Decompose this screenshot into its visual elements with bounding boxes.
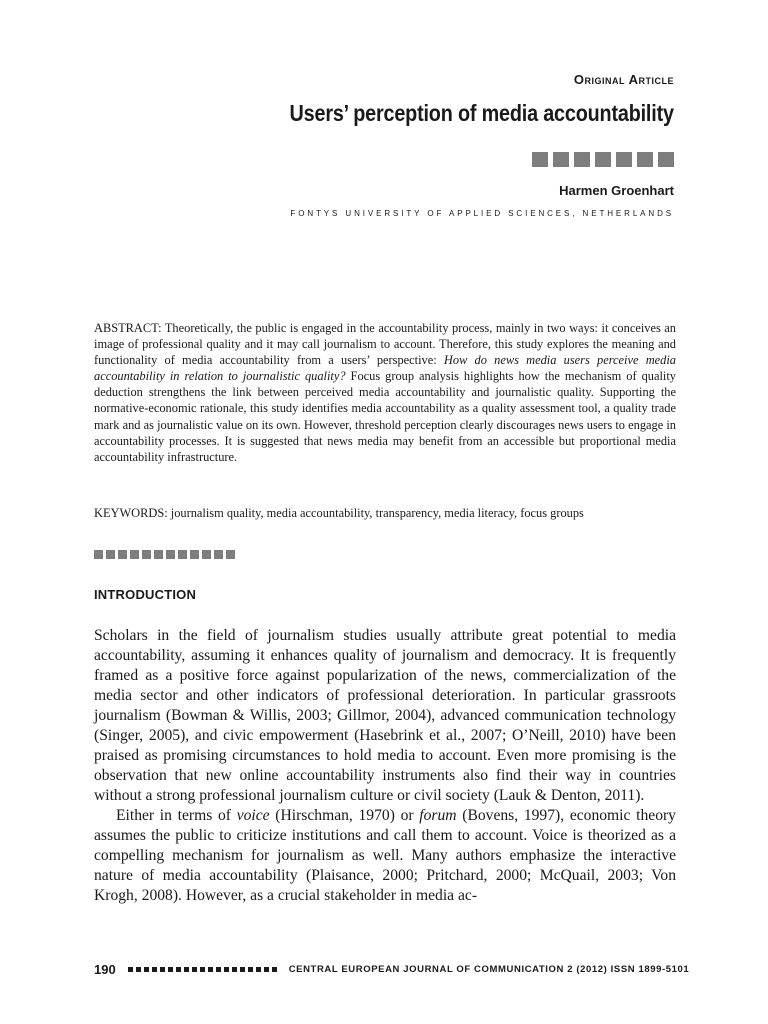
- body-paragraph-2: [94, 806, 676, 906]
- body-paragraph-1: Scholars in the field of journalism studies usually attribute great potential to media accountability, assuming it enhances quality of journalism and democracy. It is frequently framed as a positive force against popularization of the news, commercialization of the media sector and other indicators of professional deterioration. In particular grassroots journalism (Bowman & Willis, 2003; Gillmor, 2004), advanced communication technology (Singer, 2005), and civic empowerment (Hasebrink et al., 2007; O’Neill, 2010) have been praised as promising circumstances to hold media to account. Even more promising is the observation that new online accountability instruments also find their way in countries without a strong professional journalism culture or civil society (Lauk & Denton, 2011).: [94, 627, 676, 804]
- section-decoration-squares: [94, 550, 235, 559]
- keywords-label: KEYWORDS:: [94, 506, 168, 520]
- term-forum: forum: [419, 807, 457, 824]
- title-decoration-squares: [532, 152, 674, 167]
- body-text: (Bovens, 1997), economic theory assumes the public to criticize institutions and call them to account. Voice is theorized as a compelling mechanism for journalism as well. Many authors emphasize the interactive nature of media accountability (Plaisance, 2000; Pritchard, 2000; McQuail, 2003; Von Krogh, 2008). However, as a crucial stakeholder in media ac-: [94, 807, 676, 904]
- article-type-label: Original Article: [573, 72, 674, 87]
- author-affiliation: FONTYS UNIVERSITY OF APPLIED SCIENCES, NETHERLANDS: [290, 209, 674, 218]
- section-heading-introduction: INTRODUCTION: [94, 587, 197, 602]
- abstract-text: Theoretically, the public is engaged in the accountability process, mainly in two ways: it conceives an image of professional quality and it may call journalism to account. Therefore, this study explores the meaning and functionality of media accountability from a users’ perspective:: [94, 321, 677, 368]
- body-text: (Hirschman, 1970) or: [275, 807, 414, 824]
- body-text: Either in terms of: [116, 807, 231, 824]
- author-name: Harmen Groenhart: [559, 183, 674, 198]
- abstract-label: ABSTRACT:: [94, 321, 162, 335]
- page-number: 190: [94, 961, 116, 977]
- journal-citation: CENTRAL EUROPEAN JOURNAL OF COMMUNICATION 2 (2012) ISSN 1899-5101: [288, 963, 690, 975]
- article-title: Users’ perception of media accountability: [289, 100, 674, 126]
- abstract-research-question: How do news media users perceive media accountability in relation to journalistic quality?: [94, 353, 676, 384]
- introduction-body: [94, 626, 676, 906]
- footer-decoration-squares: [128, 967, 277, 972]
- page-footer: [94, 961, 690, 977]
- keywords-text: journalism quality, media accountability, transparency, media literacy, focus groups: [170, 506, 584, 520]
- abstract: [94, 320, 676, 465]
- term-voice: voice: [236, 807, 270, 824]
- keywords: [94, 505, 676, 521]
- abstract-text-continued: Focus group analysis highlights how the mechanism of quality deduction strengthens the link between perceived media accountability and journalistic quality. Supporting the normative-economic rationale, this study identifies media accountability as a quality assessment tool, a quality trade mark and as journalistic value on its own. However, threshold perception clearly discourages news users to engage in accountability processes. It is suggested that news media may benefit from an accessible but proportional media accountability infrastructure.: [94, 369, 676, 464]
